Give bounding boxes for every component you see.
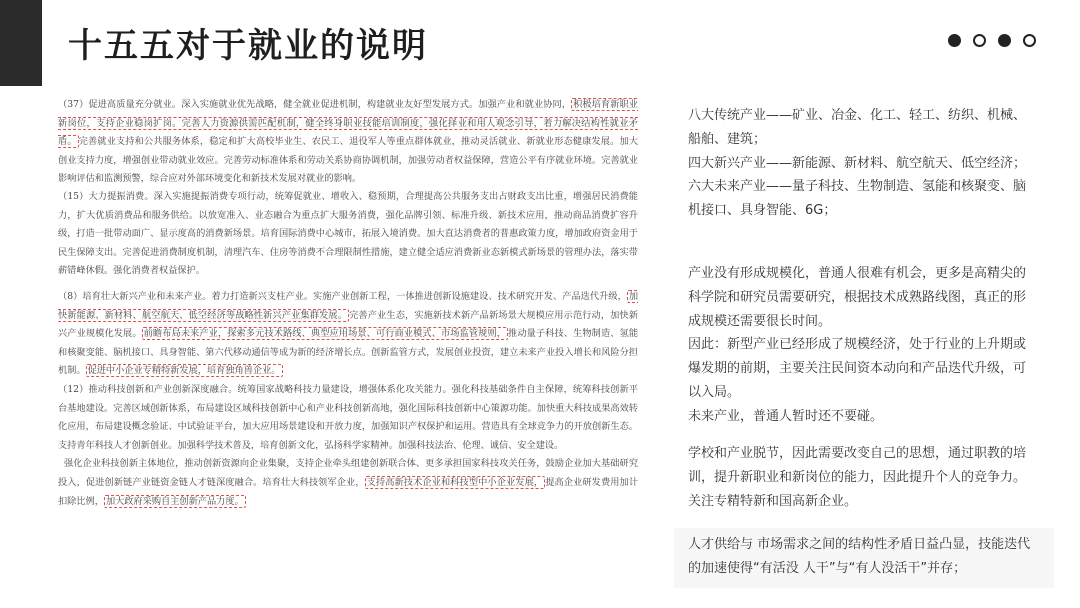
highlight-box: 支持高新技术企业和科技型中小企业发展， <box>366 476 544 488</box>
pagination-dot-1[interactable] <box>948 34 961 47</box>
text-run: （37）促进高质量充分就业。深入实施就业优先战略，健全就业促进机制，构建就业友好型发展方式。加强产业和就业协同， <box>58 99 572 110</box>
analysis-notes <box>688 262 1038 429</box>
analysis-scale: 产业没有形成规模化，普通人很难有机会，更多是高精尖的科学院和研究员需要研究，根据技术成熟路线图，真正的形成规模还需要很长时间。 <box>688 266 1027 329</box>
document-paragraph-industries <box>58 288 638 511</box>
corner-accent-block <box>0 0 42 86</box>
pagination-dot-2[interactable] <box>973 34 986 47</box>
highlight-box: 积极培育新职业新岗位，支持企业稳岗扩岗。完善人力资源供需匹配机制，健全终身职业技能培训制度，强化择业和用人观念引导，着力解决结构性就业矛盾。 <box>58 99 638 148</box>
text-run: 提高企业研发费用加计扣除比例， <box>58 476 639 507</box>
traditional-industries: 八大传统产业——矿业、冶金、化工、轻工、纺织、机械、船舶、建筑； <box>688 108 1027 147</box>
text-run: （12）推动科技创新和产业创新深度融合。统筹国家战略科技力量建设，增强体系化攻关能力。强化科技基础条件自主保障，统筹科技创新平台基地建设。完善区域创新体系，布局建设区域科技创新中心和产业科技创新高地，强化国际科技创新中心策源功能。加快重大科技成果高效转化应用，布局建设概念验证、中试验证平台，加大应用场景建设和开放力度，加强知识产权保护和运用。营造具有全球竞争力的开放创新生态。支持青年科技人才创新创业。加强科学技术普及，培育创新文化，弘扬科学家精神。加强科技法治、伦理、诚信、安全建设。 <box>58 383 638 451</box>
pagination-dots <box>948 34 1036 47</box>
text-run: 强化企业科技创新主体地位，推动创新资源向企业集聚，支持企业牵头组建创新联合体、更多承担国家科技攻关任务，鼓励企业加大基础研究投入，促进创新链产业链资金链人才链深度融合。培育壮大科技领军企业， <box>58 458 639 488</box>
document-excerpt <box>54 94 644 554</box>
document-paragraph-employment <box>58 96 638 189</box>
highlight-box: 加大政府采购自主创新产品力度。 <box>105 495 244 507</box>
conclusion-text: 人才供给与 市场需求之间的结构性矛盾日益凸显，技能迭代的加速使得“有活没 人干”与“有人没活干”并存； <box>688 537 1031 576</box>
page-title: 十五五对于就业的说明 <box>68 26 428 66</box>
document-paragraph-consumption: （15）大力提振消费。深入实施提振消费专项行动，统筹促就业、增收入、稳预期，合理提高公共服务支出占财政支出比重，增强居民消费能力，扩大优质消费品和服务供给。以放宽准入、业态融合为重点扩大服务消费，强化品牌引领、标准升级、新技术应用，推动商品消费扩容升级，打造一批带动面广、显示度高的消费新场景。培育国际消费中心城市，拓展入境消费。加大直达消费者的普惠政策力度，增加政府资金用于民生保障支出。完善促进消费制度机制，清理汽车、住房等消费不合理限制性措施，建立健全适应消费新业态新模式新场景的管理办法，落实带薪错峰休假。强化消费者权益保护。 <box>58 191 638 277</box>
emerging-industries: 四大新兴产业——新能源、新材料、航空航天、低空经济； <box>688 155 1027 171</box>
pagination-dot-4[interactable] <box>1023 34 1036 47</box>
future-industries: 六大未来产业——量子科技、生物制造、氢能和核聚变、脑机接口、具身智能、6G； <box>688 179 1027 219</box>
highlight-box: 加快新能源、新材料、航空航天、低空经济等战略性新兴产业集群发展。 <box>58 291 638 321</box>
school-note-text: 学校和产业脱节，因此需要改变自己的思想，通过职教的培训，提升新职业和新岗位的能力，因此提升个人的竞争力。关注专精特新和国高新企业。 <box>688 446 1027 509</box>
school-note <box>688 442 1038 513</box>
analysis-emerging: 因此：新型产业已经形成了规模经济，处于行业的上升期或爆发期的前期，主要关注民间资本动向和产品迭代升级，可以入局。 <box>688 337 1027 400</box>
industry-list <box>688 104 1038 223</box>
conclusion-note <box>688 533 1038 581</box>
analysis-future: 未来产业，普通人暂时还不要碰。 <box>688 408 884 424</box>
pagination-dot-3[interactable] <box>998 34 1011 47</box>
text-run: 推动量子科技、生物制造、氢能和核聚变能、脑机接口、具身智能、第六代移动通信等成为新的经济增长点。创新监管方式，发展创业投资，建立未来产业投入增长和风险分担机制。 <box>58 328 639 377</box>
text-run: 完善产业生态，实施新技术新产品新场景大规模应用示范行动，加快新兴产业规模化发展。 <box>58 309 639 340</box>
text-run: 完善就业支持和公共服务体系，稳定和扩大高校毕业生、农民工、退役军人等重点群体就业，推动灵活就业、新就业形态健康发展。加大创业支持力度，增强创业带动就业效应。完善劳动标准体系和劳动关系协商协调机制，加强劳动者权益保障，营造公平有序就业环境。完善就业影响评估和监测预警，综合应对外部环境变化和新技术发展对就业的影响。 <box>58 136 639 185</box>
highlight-box: 前瞻布局未来产业，探索多元技术路线、典型应用场景、可行商业模式、市场监管规则， <box>143 328 507 340</box>
text-run: （8）培育壮大新兴产业和未来产业。着力打造新兴支柱产业。实施产业创新工程，一体推进创新设施建设、技术研究开发、产品迭代升级， <box>58 291 627 302</box>
highlight-box: 促进中小企业专精特新发展，培育独角兽企业。 <box>87 365 281 377</box>
